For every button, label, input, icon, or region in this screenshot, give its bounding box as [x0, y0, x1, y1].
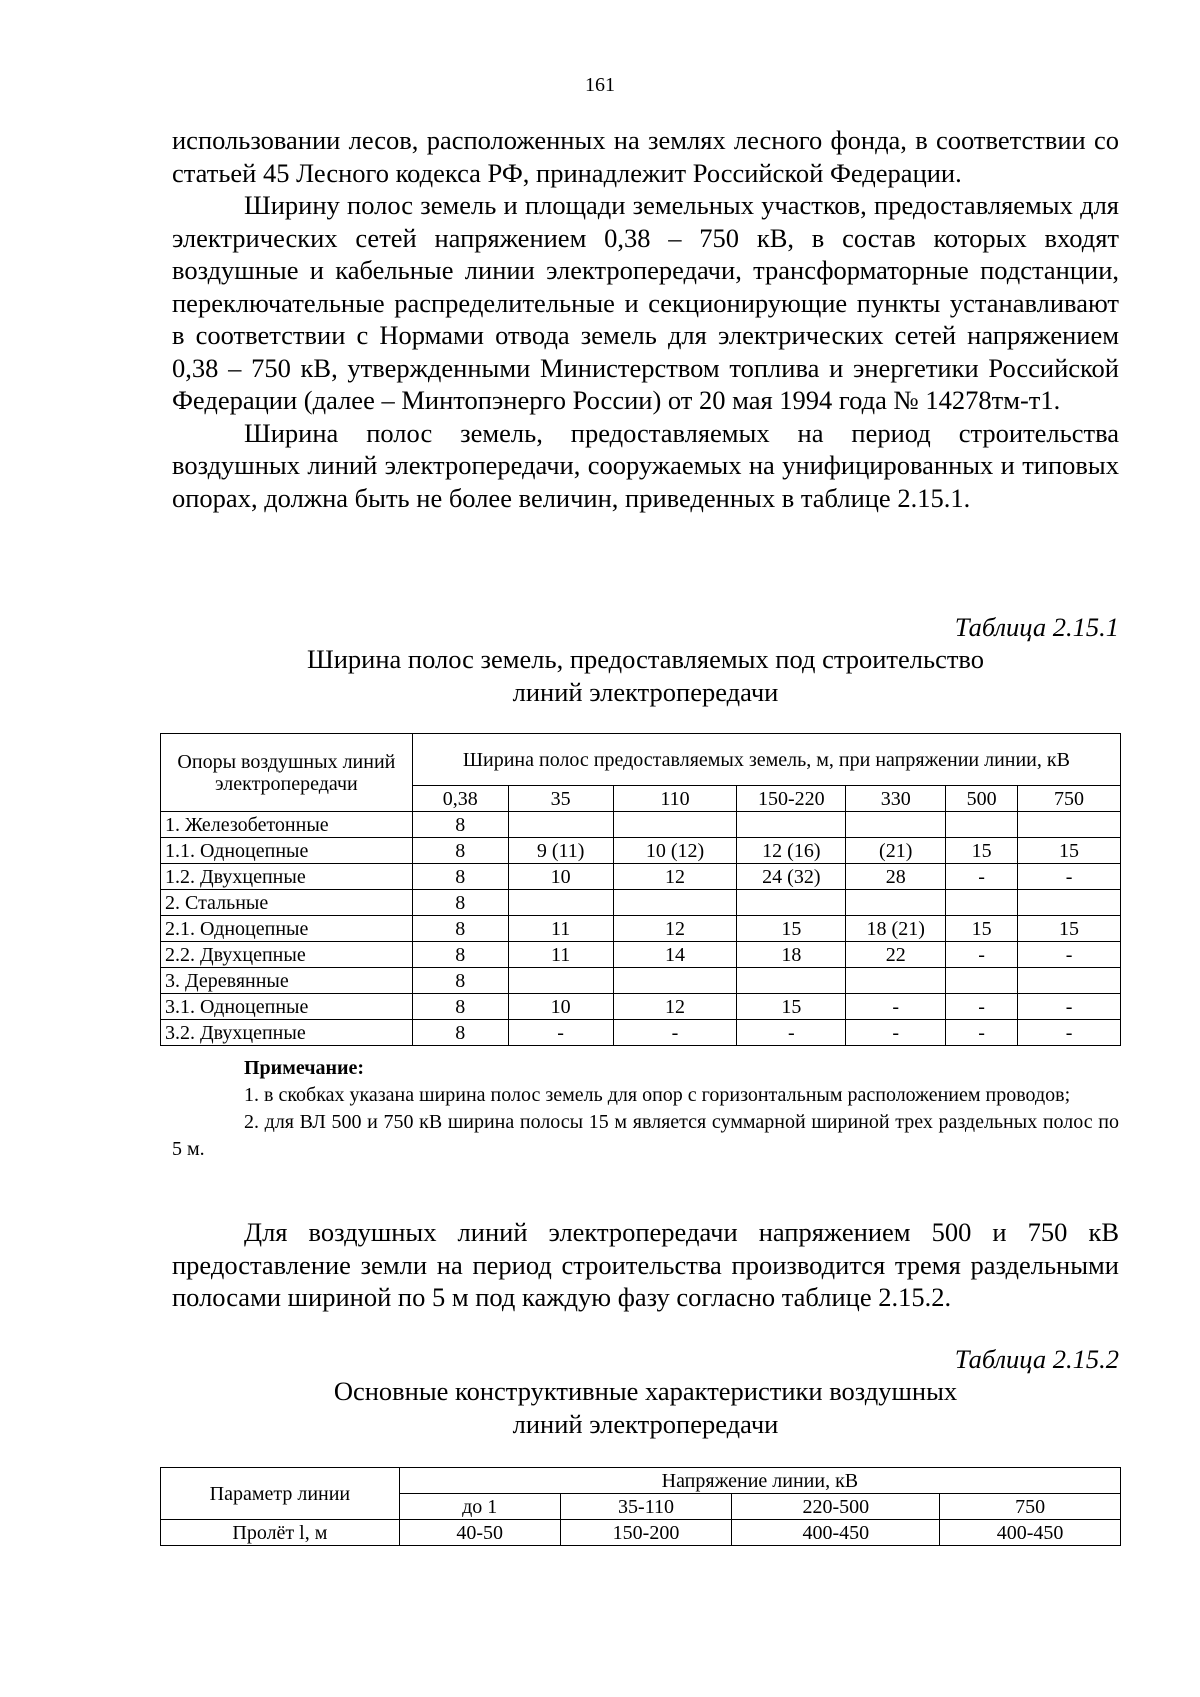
table-cell — [508, 890, 613, 916]
table-cell: 15 — [1018, 916, 1121, 942]
table2-col-header: 35-110 — [560, 1494, 732, 1520]
table1-row — [161, 994, 1121, 1020]
table-cell: 15 — [946, 838, 1018, 864]
table2-col-header: 750 — [940, 1494, 1121, 1520]
table-cell: - — [1018, 864, 1121, 890]
table-cell — [737, 968, 846, 994]
row-label: 2.1. Одноцепные — [161, 916, 413, 942]
table-cell: 8 — [412, 812, 508, 838]
table1-title — [172, 643, 1119, 709]
table-cell — [1018, 968, 1121, 994]
body-text-mid — [172, 1216, 1119, 1314]
table-cell: - — [1018, 994, 1121, 1020]
table-cell: - — [946, 864, 1018, 890]
page-number: 161 — [585, 74, 615, 96]
table-cell — [508, 812, 613, 838]
table1-col-header: 150-220 — [737, 786, 846, 812]
table-cell — [613, 812, 737, 838]
table-cell: 10 — [508, 994, 613, 1020]
table-cell — [846, 812, 946, 838]
table-cell — [508, 968, 613, 994]
table-cell: 8 — [412, 838, 508, 864]
table-cell: 22 — [846, 942, 946, 968]
note-item: 2. для ВЛ 500 и 750 кВ ширина полосы 15 м является суммарной шириной трех раздельных полос по 5 м. — [172, 1111, 1119, 1160]
paragraph-1: использовании лесов, расположенных на землях лесного фонда, в соответствии со статьей 45 Лесного кодекса РФ, принадлежит Российской Федерации. — [172, 125, 1119, 188]
table-cell — [737, 890, 846, 916]
row-label: 1.2. Двухцепные — [161, 864, 413, 890]
table-cell: 10 — [508, 864, 613, 890]
table1-col-header: 35 — [508, 786, 613, 812]
row-label: 1. Железобетонные — [161, 812, 413, 838]
table-cell: 15 — [1018, 838, 1121, 864]
row-label: 3.2. Двухцепные — [161, 1020, 413, 1046]
table-cell — [846, 968, 946, 994]
table-cell: 24 (32) — [737, 864, 846, 890]
table1-col-header: 110 — [613, 786, 737, 812]
table1-col-header: 500 — [946, 786, 1018, 812]
table2-group-header: Напряжение линии, кВ — [399, 1468, 1120, 1494]
row-label: Пролёт l, м — [161, 1520, 400, 1546]
table-cell: - — [737, 1020, 846, 1046]
table2-col-header: до 1 — [399, 1494, 560, 1520]
row-label: 3.1. Одноцепные — [161, 994, 413, 1020]
table1-title-line2: линий электропередачи — [512, 677, 779, 707]
table1-caption: Таблица 2.15.1 — [954, 612, 1119, 642]
row-label: 3. Деревянные — [161, 968, 413, 994]
table2-row — [161, 1520, 1121, 1546]
body-text-top — [172, 124, 1119, 514]
table-cell: (21) — [846, 838, 946, 864]
table-cell: 8 — [412, 968, 508, 994]
table-cell: 15 — [737, 916, 846, 942]
table-cell: 8 — [412, 994, 508, 1020]
table-cell — [1018, 812, 1121, 838]
table1-row-header: Опоры воздушных линий электропередачи — [161, 734, 413, 812]
table-cell: 12 — [613, 994, 737, 1020]
table-cell: - — [946, 942, 1018, 968]
table-cell: - — [1018, 942, 1121, 968]
table1-row — [161, 968, 1121, 994]
table2-title — [172, 1375, 1119, 1441]
table-cell: 12 — [613, 864, 737, 890]
table-cell: - — [846, 994, 946, 1020]
table-cell: 8 — [412, 1020, 508, 1046]
table2-col-header: 220-500 — [732, 1494, 940, 1520]
note-item: 1. в скобках указана ширина полос земель для опор с горизонтальным расположением проводов; — [244, 1084, 1071, 1106]
table2-row-header: Параметр линии — [161, 1468, 400, 1520]
table1-group-header: Ширина полос предоставляемых земель, м, при напряжении линии, кВ — [412, 734, 1120, 786]
table-cell — [1018, 890, 1121, 916]
table-cell — [613, 968, 737, 994]
table-cell: 150-200 — [560, 1520, 732, 1546]
table-cell: 28 — [846, 864, 946, 890]
table2-caption: Таблица 2.15.2 — [954, 1344, 1119, 1374]
paragraph-2: Ширину полос земель и площади земельных участков, предоставляемых для электрических сетей напряжением 0,38 – 750 кВ, в состав которых входят воздушные и кабельные линии электропередачи, трансформаторные подстанции, переключательные распределительные и секционирующие пункты устанавливают в соответствии с Нормами отвода земель для электрических сетей напряжением 0,38 – 750 кВ, утвержденными Министерством топлива и энергетики Российской Федерации (далее – Минтопэнерго России) от 20 мая 1994 года № 14278тм-т1. — [172, 190, 1119, 415]
table-cell: - — [846, 1020, 946, 1046]
table-cell: - — [508, 1020, 613, 1046]
table-cell — [737, 812, 846, 838]
table-cell: 18 (21) — [846, 916, 946, 942]
row-label: 2. Стальные — [161, 890, 413, 916]
table-cell — [613, 890, 737, 916]
table1-row — [161, 864, 1121, 890]
table1-col-header: 750 — [1018, 786, 1121, 812]
table-cell: 8 — [412, 864, 508, 890]
table-cell: 15 — [737, 994, 846, 1020]
table-cell: 8 — [412, 942, 508, 968]
table-cell — [946, 812, 1018, 838]
table-cell: 9 (11) — [508, 838, 613, 864]
table1-col-header: 330 — [846, 786, 946, 812]
table1 — [160, 733, 1121, 1046]
table2 — [160, 1467, 1121, 1546]
table1-row — [161, 890, 1121, 916]
table-cell: 400-450 — [940, 1520, 1121, 1546]
table1-notes — [172, 1055, 1119, 1163]
table-cell: - — [1018, 1020, 1121, 1046]
table1-row — [161, 838, 1121, 864]
table-cell: 14 — [613, 942, 737, 968]
table2-title-line2: линий электропередачи — [512, 1409, 779, 1439]
table-cell: 11 — [508, 916, 613, 942]
table1-body — [161, 812, 1121, 1046]
table-cell: 10 (12) — [613, 838, 737, 864]
paragraph-3: Ширина полос земель, предоставляемых на период строительства воздушных линий электропередачи, сооружаемых на унифицированных и типовых опорах, должна быть не более величин, приведенных в таблице 2.15.1. — [172, 417, 1119, 513]
table-cell: 8 — [412, 890, 508, 916]
notes-heading: Примечание: — [244, 1057, 365, 1079]
table-cell: - — [946, 1020, 1018, 1046]
row-label: 2.2. Двухцепные — [161, 942, 413, 968]
row-label: 1.1. Одноцепные — [161, 838, 413, 864]
table-cell: - — [613, 1020, 737, 1046]
table2-body — [161, 1520, 1121, 1546]
table1-title-line1: Ширина полос земель, предоставляемых под строительство — [307, 644, 984, 674]
table-cell — [846, 890, 946, 916]
table1-col-header: 0,38 — [412, 786, 508, 812]
table-cell: 12 — [613, 916, 737, 942]
table-cell: 15 — [946, 916, 1018, 942]
table2-title-line1: Основные конструктивные характеристики воздушных — [333, 1376, 958, 1406]
table-cell: 400-450 — [732, 1520, 940, 1546]
table1-row — [161, 1020, 1121, 1046]
paragraph-4: Для воздушных линий электропередачи напряжением 500 и 750 кВ предоставление земли на период строительства производится тремя раздельными полосами шириной по 5 м под каждую фазу согласно таблице 2.15.2. — [172, 1217, 1119, 1312]
table-cell: - — [946, 994, 1018, 1020]
table1-row — [161, 916, 1121, 942]
table-cell: 18 — [737, 942, 846, 968]
table-cell — [946, 968, 1018, 994]
table-cell: 11 — [508, 942, 613, 968]
table1-row — [161, 812, 1121, 838]
table1-row — [161, 942, 1121, 968]
table-cell: 40-50 — [399, 1520, 560, 1546]
table-cell: 12 (16) — [737, 838, 846, 864]
table-cell: 8 — [412, 916, 508, 942]
table-cell — [946, 890, 1018, 916]
